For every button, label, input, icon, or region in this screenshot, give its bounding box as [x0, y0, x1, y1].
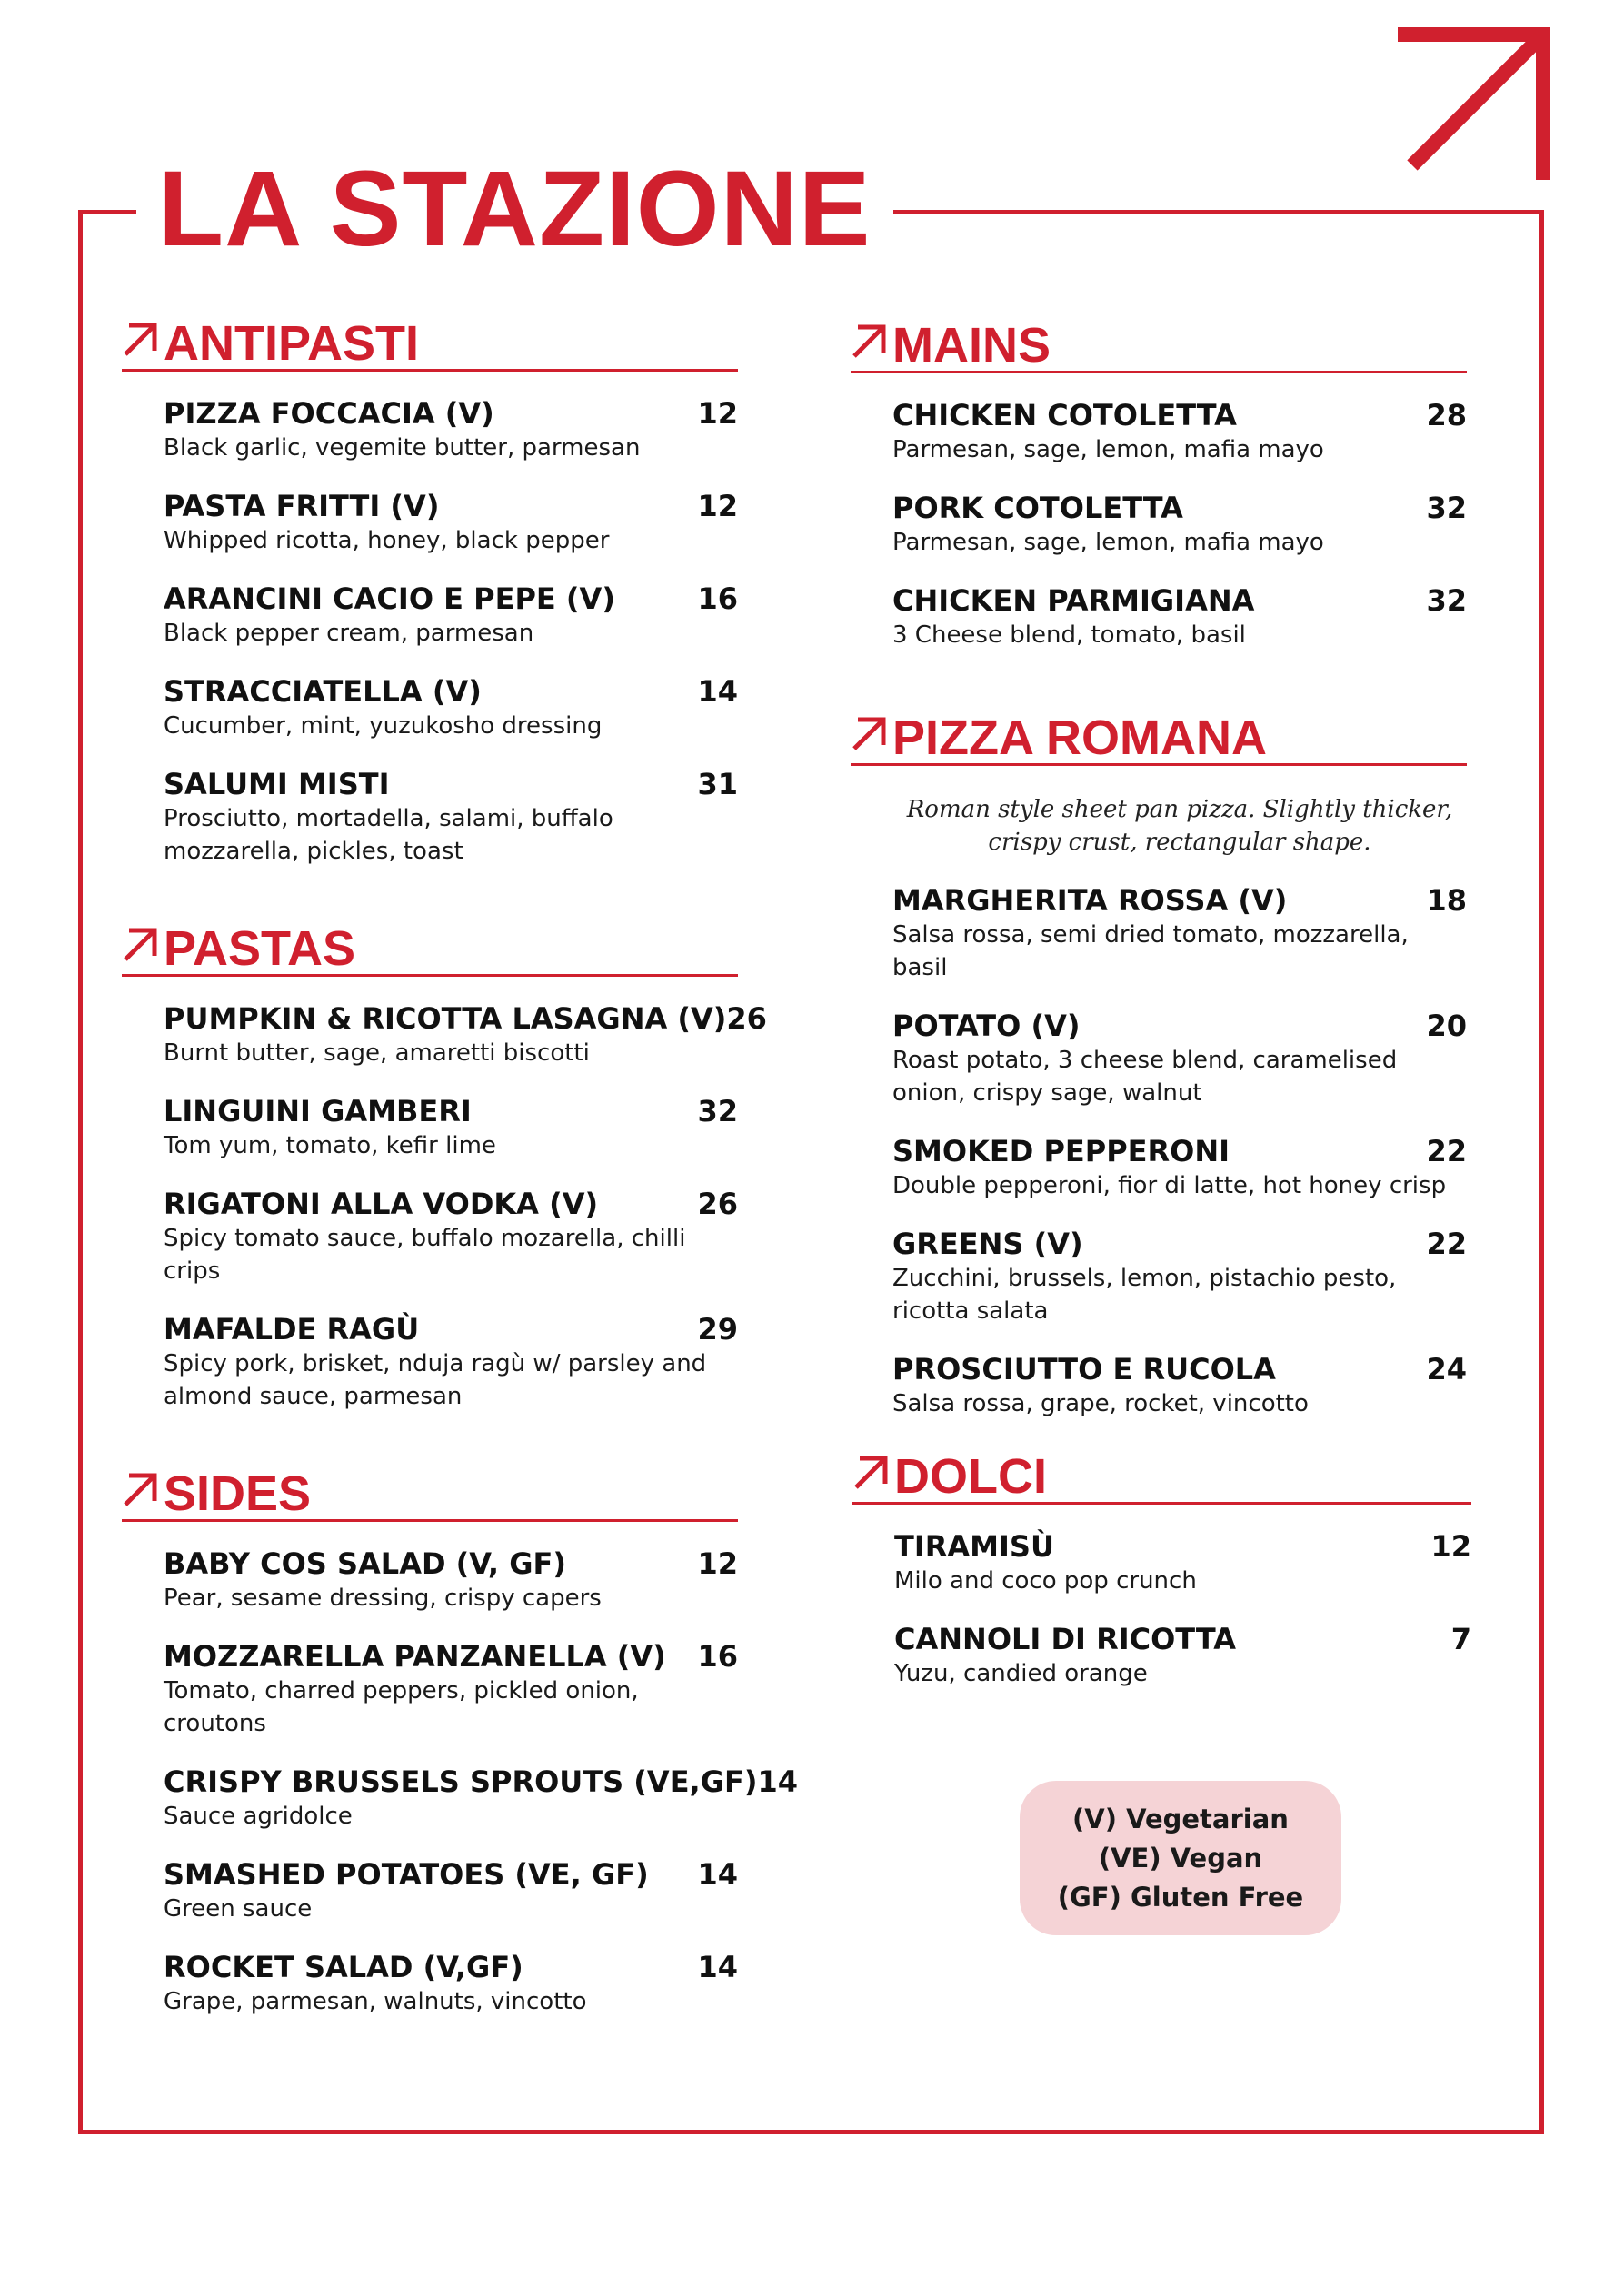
section-title: PIZZA ROMANA [892, 711, 1267, 765]
item-description: Parmesan, sage, lemon, mafia mayo [892, 436, 1324, 463]
section-header [122, 901, 738, 977]
item-price: 24 [1426, 1352, 1467, 1387]
item-name: MARGHERITA ROSSA (V) [892, 883, 1288, 918]
item-price: 31 [697, 767, 738, 801]
item-price: 32 [1426, 583, 1467, 618]
section-intro: Roman style sheet pan pizza. Slightly thicker, crispy crust, rectangular shape. [906, 796, 1453, 856]
restaurant-title: LA STAZIONE [136, 141, 893, 277]
item-price: 20 [1426, 1009, 1467, 1043]
item-description: Sauce agridolce [164, 1803, 353, 1830]
legend-vegetarian: (V) Vegetarian [1072, 1803, 1289, 1834]
item-name: PROSCIUTTO E RUCOLA [892, 1352, 1276, 1387]
item-name: CANNOLI DI RICOTTA [894, 1622, 1236, 1656]
menu-item [164, 1186, 738, 1287]
section-sides [122, 1446, 798, 2018]
item-description: Prosciutto, mortadella, salami, buffalo mozzarella, pickles, toast [164, 805, 613, 865]
menu-item [892, 1008, 1467, 1109]
item-name: RIGATONI ALLA VODKA (V) [164, 1187, 599, 1221]
menu-item [894, 1621, 1471, 1690]
section-title: ANTIPASTI [164, 316, 419, 371]
menu-item [894, 1528, 1471, 1597]
section-header [852, 1429, 1471, 1505]
item-description: Cucumber, mint, yuzukosho dressing [164, 712, 603, 740]
section-title: PASTAS [164, 921, 356, 976]
item-description: 3 Cheese blend, tomato, basil [892, 621, 1246, 649]
item-price: 14 [697, 1950, 738, 1984]
arrow-up-right-icon [122, 322, 158, 358]
item-name: LINGUINI GAMBERI [164, 1094, 472, 1128]
item-price: 12 [697, 489, 738, 523]
item-price: 16 [697, 1639, 738, 1674]
item-description: Salsa rossa, semi dried tomato, mozzarella, basil [892, 921, 1409, 981]
item-price: 12 [697, 396, 738, 431]
item-name: MOZZARELLA PANZANELLA (V) [164, 1639, 666, 1674]
item-description: Pear, sesame dressing, crispy capers [164, 1585, 602, 1612]
item-name: GREENS (V) [892, 1227, 1083, 1261]
item-list [122, 1546, 798, 2018]
item-price: 18 [1426, 883, 1467, 918]
menu-item [164, 488, 738, 557]
item-name: SMASHED POTATOES (VE, GF) [164, 1857, 649, 1892]
item-name: CHICKEN COTOLETTA [892, 398, 1237, 432]
section-header [851, 691, 1467, 766]
section-dolci [852, 1429, 1471, 1690]
item-description: Roast potato, 3 cheese blend, caramelised onion, crispy sage, walnut [892, 1047, 1398, 1107]
section-pizza-romana [851, 691, 1467, 1420]
section-mains [851, 298, 1467, 651]
menu-item [164, 1546, 738, 1615]
item-list [122, 1000, 767, 1413]
menu-item [892, 490, 1467, 559]
item-price: 14 [697, 674, 738, 709]
item-name: TIRAMISÙ [894, 1529, 1054, 1564]
item-description: Burnt butter, sage, amaretti biscotti [164, 1039, 590, 1067]
item-price: 12 [1430, 1529, 1471, 1564]
item-description: Zucchini, brussels, lemon, pistachio pesto, ricotta salata [892, 1265, 1397, 1325]
menu-item [892, 397, 1467, 466]
item-description: Spicy pork, brisket, nduja ragù w/ parsley and almond sauce, parmesan [164, 1350, 707, 1410]
item-description: Tomato, charred peppers, pickled onion, croutons [164, 1677, 639, 1737]
item-price: 7 [1450, 1622, 1471, 1656]
item-description: Double pepperoni, fior di latte, hot honey crisp [892, 1172, 1447, 1199]
item-price: 26 [697, 1187, 738, 1221]
menu-item [164, 1638, 738, 1740]
item-price: 22 [1426, 1134, 1467, 1168]
item-price: 14 [697, 1857, 738, 1892]
item-name: BABY COS SALAD (V, GF) [164, 1546, 566, 1581]
menu-item [164, 1949, 738, 2018]
item-name: POTATO (V) [892, 1009, 1081, 1043]
arrow-up-right-icon [122, 1472, 158, 1508]
item-name: PORK COTOLETTA [892, 491, 1183, 525]
menu-item [164, 395, 738, 464]
item-price: 22 [1426, 1227, 1467, 1261]
item-name: SMOKED PEPPERONI [892, 1134, 1230, 1168]
corner-arrow-icon [1389, 25, 1552, 189]
legend-gluten-free: (GF) Gluten Free [1057, 1881, 1304, 1913]
item-description: Parmesan, sage, lemon, mafia mayo [892, 529, 1324, 556]
menu-item [892, 1226, 1467, 1327]
item-price: 28 [1426, 398, 1467, 432]
item-name: ARANCINI CACIO E PEPE (V) [164, 581, 615, 616]
item-description: Grape, parmesan, walnuts, vincotto [164, 1988, 587, 2015]
item-description: Black garlic, vegemite butter, parmesan [164, 434, 641, 462]
item-name: MAFALDE RAGÙ [164, 1312, 420, 1347]
menu-item [164, 673, 738, 742]
section-header [851, 298, 1467, 373]
section-title: MAINS [892, 318, 1051, 373]
arrow-up-right-icon [851, 323, 887, 360]
item-price: 29 [697, 1312, 738, 1347]
section-pastas [122, 901, 767, 1413]
menu-item [892, 1133, 1467, 1202]
menu-item [164, 766, 738, 868]
item-price: 32 [697, 1094, 738, 1128]
item-list [852, 1528, 1471, 1690]
item-name: PASTA FRITTI (V) [164, 489, 440, 523]
menu-item [892, 582, 1467, 651]
item-description: Black pepper cream, parmesan [164, 620, 534, 647]
item-name: ROCKET SALAD (V,GF) [164, 1950, 523, 1984]
menu-item [164, 1000, 767, 1069]
item-price: 32 [1426, 491, 1467, 525]
section-title: SIDES [164, 1466, 312, 1521]
dietary-legend [1020, 1781, 1341, 1935]
section-header [122, 1446, 738, 1522]
arrow-up-right-icon [852, 1455, 889, 1491]
item-description: Yuzu, candied orange [894, 1660, 1148, 1687]
item-description: Tom yum, tomato, kefir lime [164, 1132, 496, 1159]
item-name: SALUMI MISTI [164, 767, 390, 801]
item-description: Spicy tomato sauce, buffalo mozarella, chilli crips [164, 1225, 686, 1285]
menu-item [164, 1856, 738, 1925]
item-description: Green sauce [164, 1895, 313, 1923]
item-description: Whipped ricotta, honey, black pepper [164, 527, 610, 554]
menu-item [164, 1764, 798, 1833]
section-title: DOLCI [894, 1449, 1047, 1504]
item-price: 26 [726, 1001, 767, 1036]
menu-item [164, 581, 738, 650]
item-name: PUMPKIN & RICOTTA LASAGNA (V) [164, 1001, 727, 1036]
item-price: 16 [697, 581, 738, 616]
item-name: PIZZA FOCCACIA (V) [164, 396, 494, 431]
arrow-up-right-icon [851, 716, 887, 752]
menu-item [164, 1093, 738, 1162]
item-price: 12 [697, 1546, 738, 1581]
item-description: Milo and coco pop crunch [894, 1567, 1197, 1595]
section-header [122, 296, 738, 372]
item-price: 14 [757, 1764, 798, 1799]
item-name: STRACCIATELLA (V) [164, 674, 482, 709]
item-list [851, 397, 1467, 651]
legend-vegan: (VE) Vegan [1098, 1842, 1263, 1874]
menu-item [164, 1311, 738, 1413]
item-name: CHICKEN PARMIGIANA [892, 583, 1255, 618]
item-list [851, 882, 1467, 1420]
item-description: Salsa rossa, grape, rocket, vincotto [892, 1390, 1309, 1417]
arrow-up-right-icon [122, 927, 158, 963]
item-list [122, 395, 738, 868]
item-name: CRISPY BRUSSELS SPROUTS (VE,GF) [164, 1764, 758, 1799]
menu-item [892, 882, 1467, 984]
menu-item [892, 1351, 1467, 1420]
section-antipasti [122, 296, 738, 868]
